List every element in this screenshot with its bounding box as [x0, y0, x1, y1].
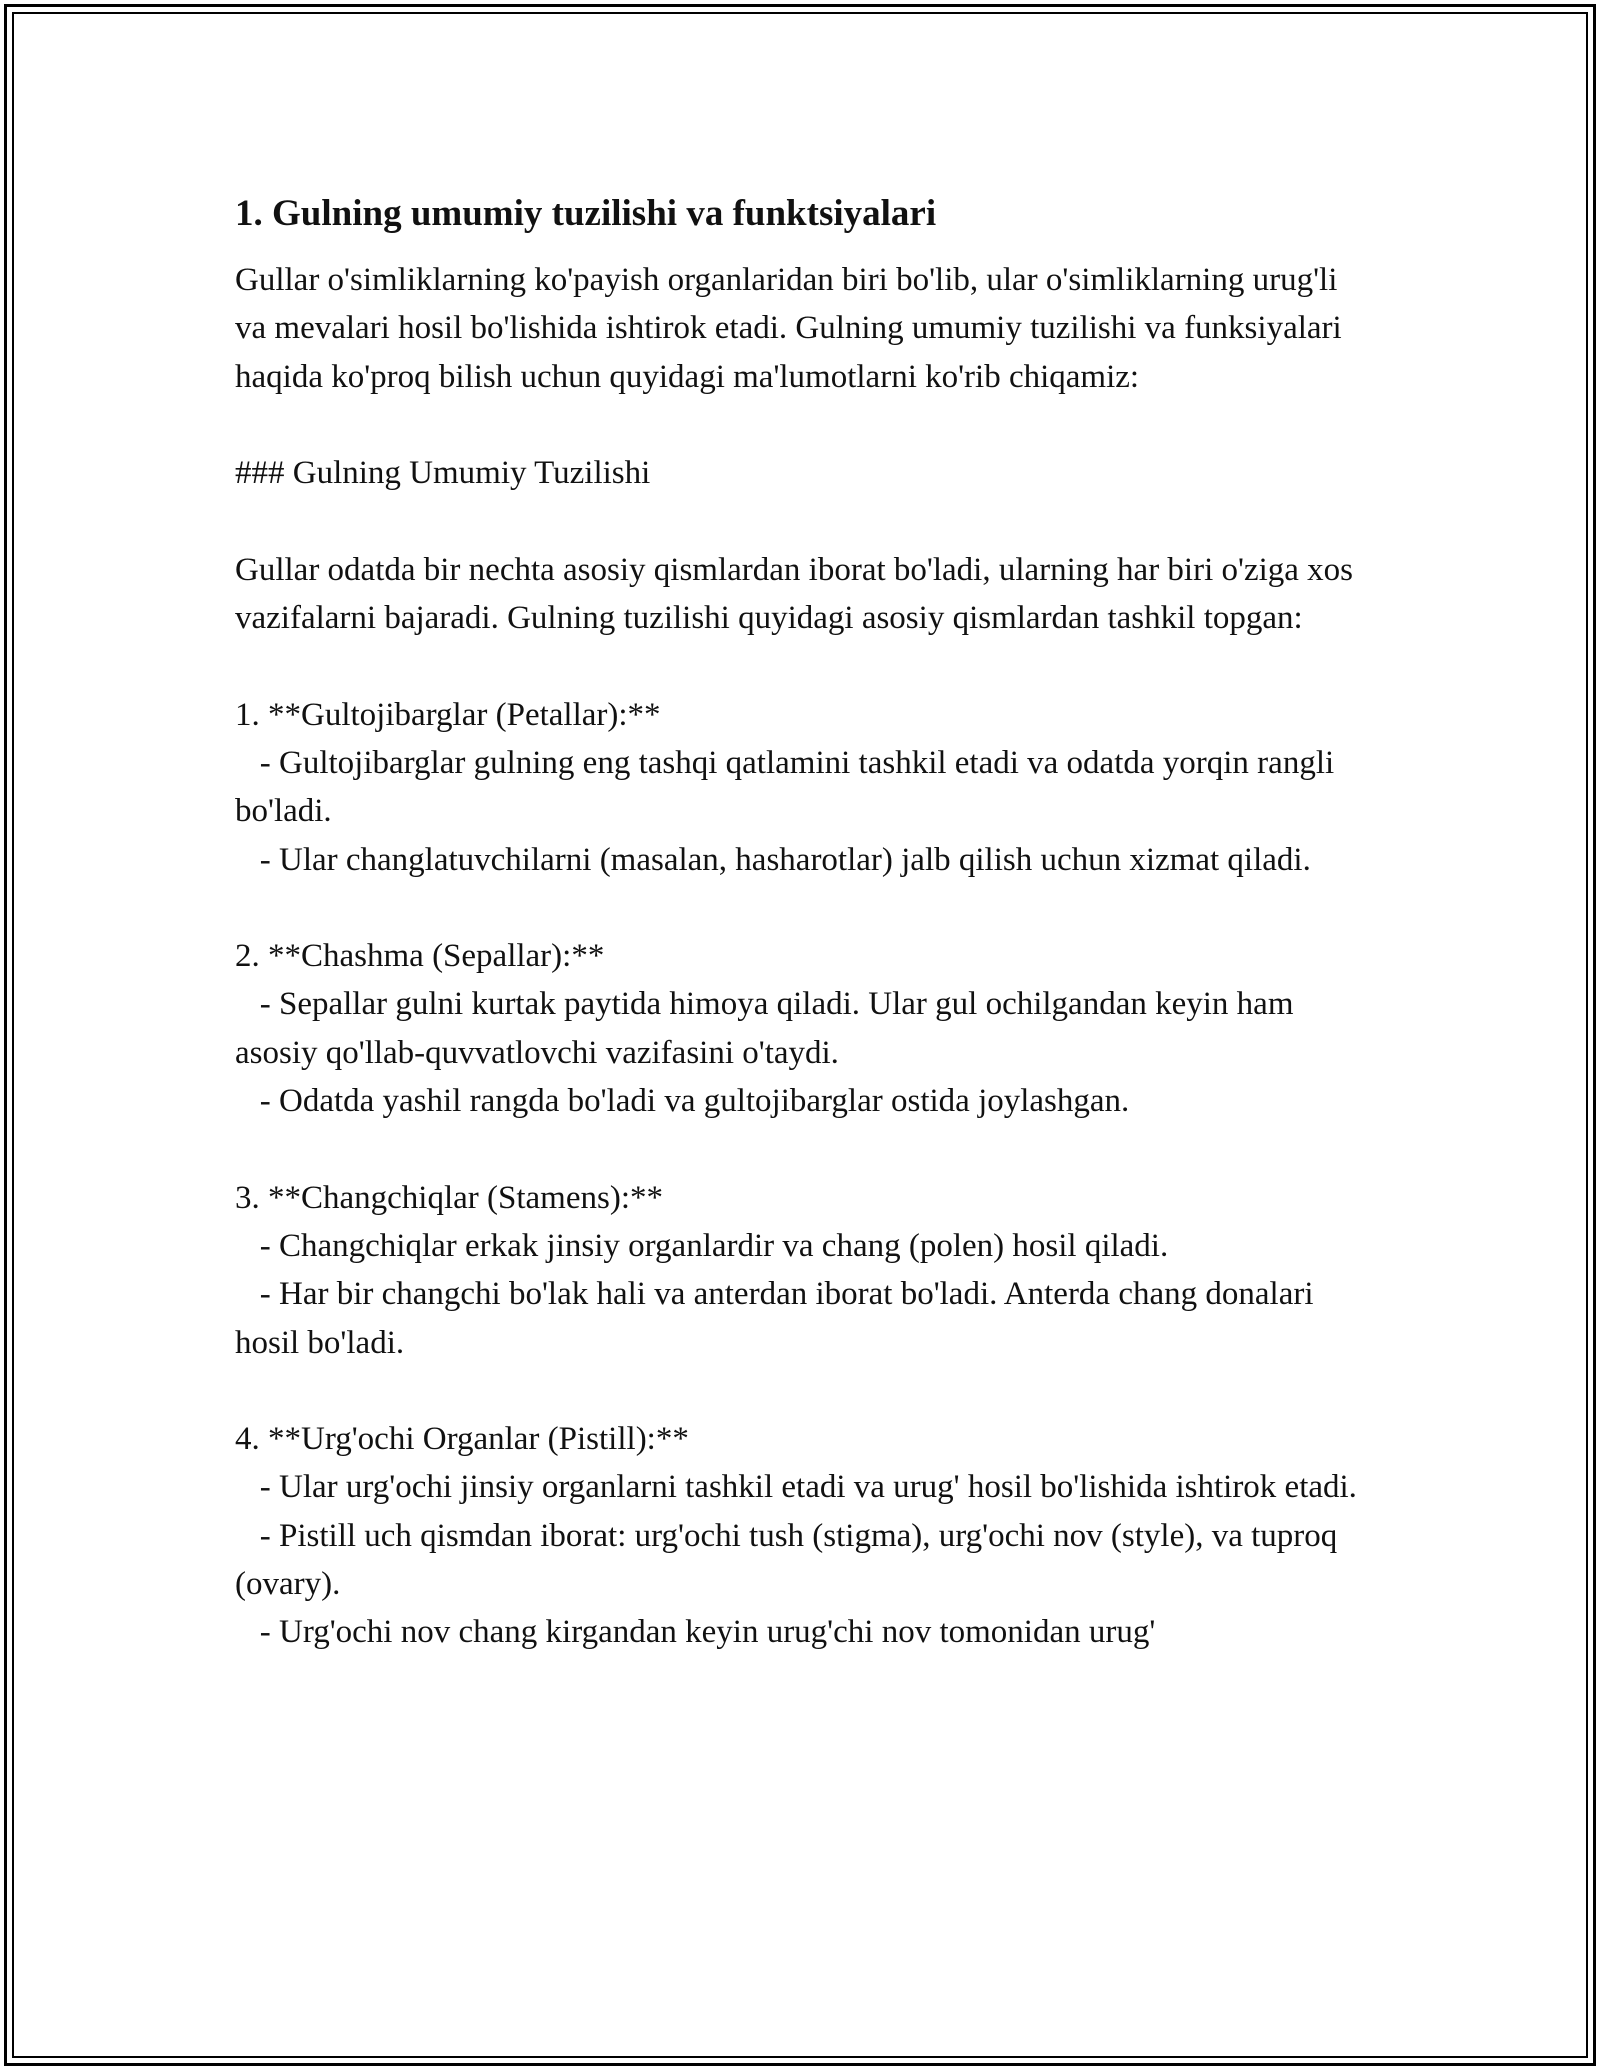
document-body: Gullar o'simliklarning ko'payish organlaridan biri bo'lib, ular o'simliklarning urug'li va mevalari hosil bo'lishida ishtirok etadi. Gulning umumiy tuzilishi va funksiyalari haqida ko'proq bilish uchun quyidagi ma'lumotlarni ko'rib chiqamiz: ### Gulning Umumiy Tuzilishi Gullar odatda bir nechta asosiy qismlardan iborat bo'ladi, ularning har biri o'ziga xos vazifalarni bajaradi. Gulning tuzilishi quyidagi asosiy qismlardan tashkil topgan: 1. **Gultojibarglar (Petallar):** - Gultojibarglar gulning eng tashqi qatlamini tashkil etadi va odatda yorqin rangli bo'ladi. - Ular changlatuvchilarni (masalan, hasharotlar) jalb qilish uchun xizmat qiladi. 2. **Chashma (Sepallar):** - Sepallar gulni kurtak paytida himoya qiladi. Ular gul ochilgandan keyin ham asosiy qo'llab-quvvatlovchi vazifasini o'taydi. - Odatda yashil rangda bo'ladi va gultojibarglar ostida joylashgan. 3. **Changchiqlar (Stamens):** - Changchiqlar erkak jinsiy organlardir va chang (polen) hosil qiladi. - Har bir changchi bo'lak hali va anterdan iborat bo'ladi. Anterda chang donalari hosil bo'ladi. 4. **Urg'ochi Organlar (Pistill):** - Ular urg'ochi jinsiy organlarni tashkil etadi va urug' hosil bo'lishida ishtirok etadi. - Pistill uch qismdan iborat: urg'ochi tush (stigma), urg'ochi nov (style), va tuproq (ovary). - Urg'ochi nov chang kirgandan keyin urug'chi nov tomonidan urug': [235, 262, 1357, 1651]
document-title: 1. Gulning umumiy tuzilishi va funktsiyalari: [235, 193, 937, 234]
document-content: [235, 186, 1375, 1657]
